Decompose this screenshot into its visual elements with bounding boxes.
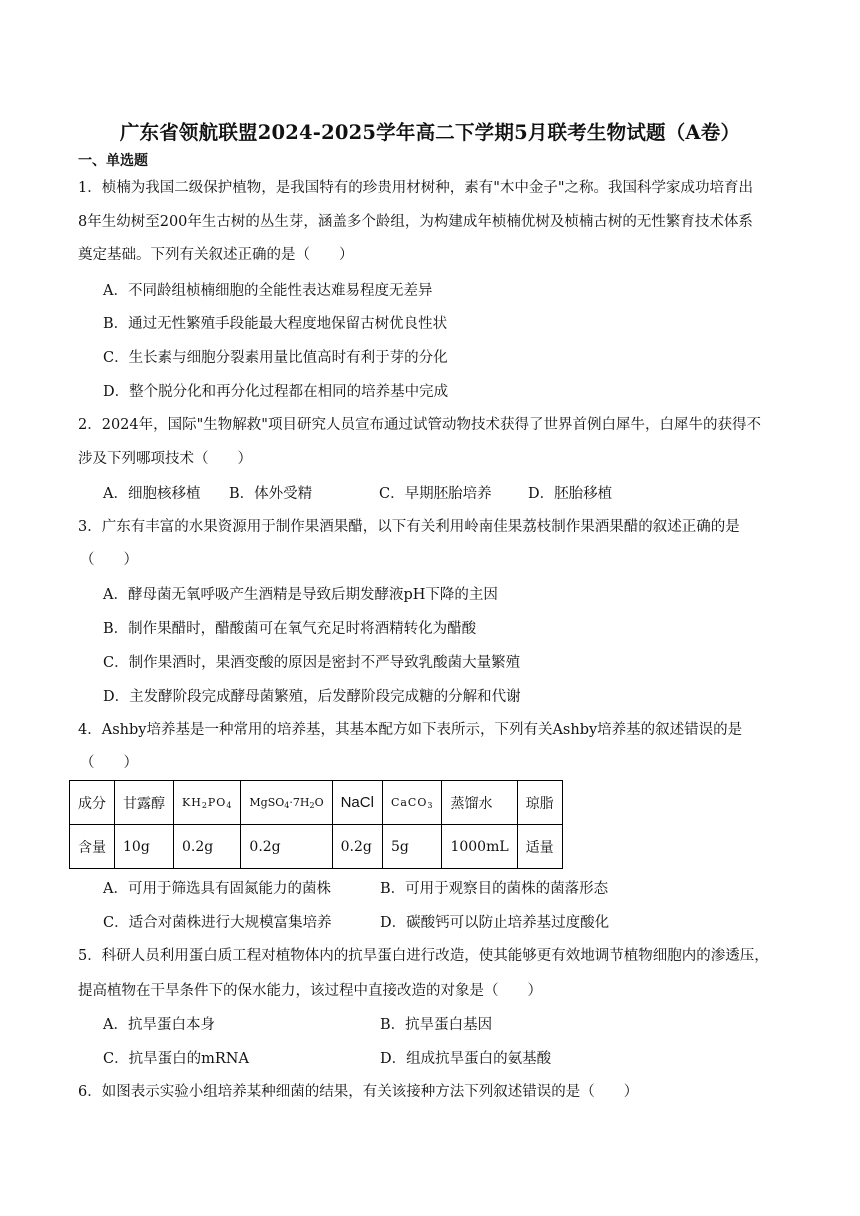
q4-option-c: C．适合对菌株进行大规模富集培养: [103, 915, 332, 931]
q5-option-d: D．组成抗旱蛋白的氨基酸: [380, 1051, 552, 1067]
q1-stem-line: 1．桢楠为我国二级保护植物，是我国特有的珍贵用材树种，素有"木中金子"之称。我国科学家成功培育出: [78, 180, 754, 196]
q5-stem-line: 5．科研人员利用蛋白质工程对植物体内的抗旱蛋白进行改造，使其能够更有效地调节植物细胞内的渗透压，: [78, 948, 769, 964]
q2-option-b: B．体外受精: [229, 486, 313, 502]
q1-option-b: B．通过无性繁殖手段能最大程度地保留古树优良性状: [103, 316, 448, 332]
table-cell: NaCl: [332, 781, 382, 825]
table-cell: $KH_2PO_4$: [174, 781, 241, 825]
q3-option-c: C．制作果酒时，果酒变酸的原因是密封不严导致乳酸菌大量繁殖: [103, 655, 521, 671]
table-cell: 适量: [517, 825, 562, 869]
q3-option-b: B．制作果醋时，醋酸菌可在氧气充足时将酒精转化为醋酸: [103, 621, 477, 637]
table-cell: 成分: [70, 781, 115, 825]
table-cell: 甘露醇: [115, 781, 174, 825]
q1-option-c: C．生长素与细胞分裂素用量比值高时有利于芽的分化: [103, 350, 448, 366]
q4-stem-line: （ ）: [80, 755, 138, 771]
q3-option-d: D．主发酵阶段完成酵母菌繁殖，后发酵阶段完成糖的分解和代谢: [103, 689, 521, 705]
q4-stem-line: 4．Ashby培养基是一种常用的培养基，其基本配方如下表所示，下列有关Ashby培养基的叙述错误的是: [78, 722, 743, 738]
q6-stem-line: 6．如图表示实验小组培养某种细菌的结果，有关该接种方法下列叙述错误的是（ ）: [78, 1084, 639, 1100]
table-cell: 0.2g: [332, 825, 382, 869]
q1-stem-line: 8年生幼树至200年生古树的丛生芽，涵盖多个龄组，为构建成年桢楠优树及桢楠古树的无性繁育技术体系: [78, 214, 753, 230]
q5-option-c: C．抗旱蛋白的mRNA: [103, 1051, 249, 1067]
q1-option-d: D．整个脱分化和再分化过程都在相同的培养基中完成: [103, 384, 449, 400]
q2-stem-line: 涉及下列哪项技术（ ）: [78, 451, 252, 467]
q3-option-a: A．酵母菌无氧呼吸产生酒精是导致后期发酵液pH下降的主因: [103, 587, 498, 603]
section-heading: 一、单选题: [78, 153, 148, 169]
q4-option-d: D．碳酸钙可以防止培养基过度酸化: [380, 915, 610, 931]
q1-option-a: A．不同龄组桢楠细胞的全能性表达难易程度无差异: [103, 283, 433, 299]
table-row: [70, 825, 563, 869]
table-cell: 含量: [70, 825, 115, 869]
page-title: 广东省领航联盟2024-2025学年高二下学期5月联考生物试题（A卷）: [119, 121, 741, 144]
q2-stem-line: 2．2024年，国际"生物解救"项目研究人员宣布通过试管动物技术获得了世界首例白犀牛，白犀牛的获得不: [78, 417, 761, 433]
q1-stem-line: 奠定基础。下列有关叙述正确的是（ ）: [78, 247, 354, 263]
q5-option-a: A．抗旱蛋白本身: [103, 1017, 215, 1033]
q3-stem-line: 3．广东有丰富的水果资源用于制作果酒果醋，以下有关利用岭南佳果荔枝制作果酒果醋的叙述正确的是: [78, 519, 740, 535]
table-cell: CaCO$_3$: [382, 781, 442, 825]
table-cell: 5g: [382, 825, 442, 869]
q5-stem-line: 提高植物在干旱条件下的保水能力，该过程中直接改造的对象是（ ）: [78, 983, 542, 999]
table-cell: 琼脂: [517, 781, 562, 825]
q5-option-b: B．抗旱蛋白基因: [380, 1017, 493, 1033]
q4-option-a: A．可用于筛选具有固氮能力的菌株: [103, 881, 331, 897]
q2-option-d: D．胚胎移植: [528, 486, 613, 502]
table-cell: 1000mL: [442, 825, 517, 869]
table-cell: 0.2g: [174, 825, 241, 869]
q2-option-c: C．早期胚胎培养: [379, 486, 492, 502]
q4-option-b: B．可用于观察目的菌株的菌落形态: [380, 881, 609, 897]
table-row: [70, 781, 563, 825]
q3-stem-line: （ ）: [80, 552, 138, 568]
q2-option-a: A．细胞核移植: [103, 486, 201, 502]
table-cell: $MgSO_4\cdot 7H_2O$: [241, 781, 332, 825]
table-cell: 10g: [115, 825, 174, 869]
table-cell: 蒸馏水: [442, 781, 517, 825]
table-cell: 0.2g: [241, 825, 332, 869]
ashby-recipe-table: [69, 780, 563, 869]
